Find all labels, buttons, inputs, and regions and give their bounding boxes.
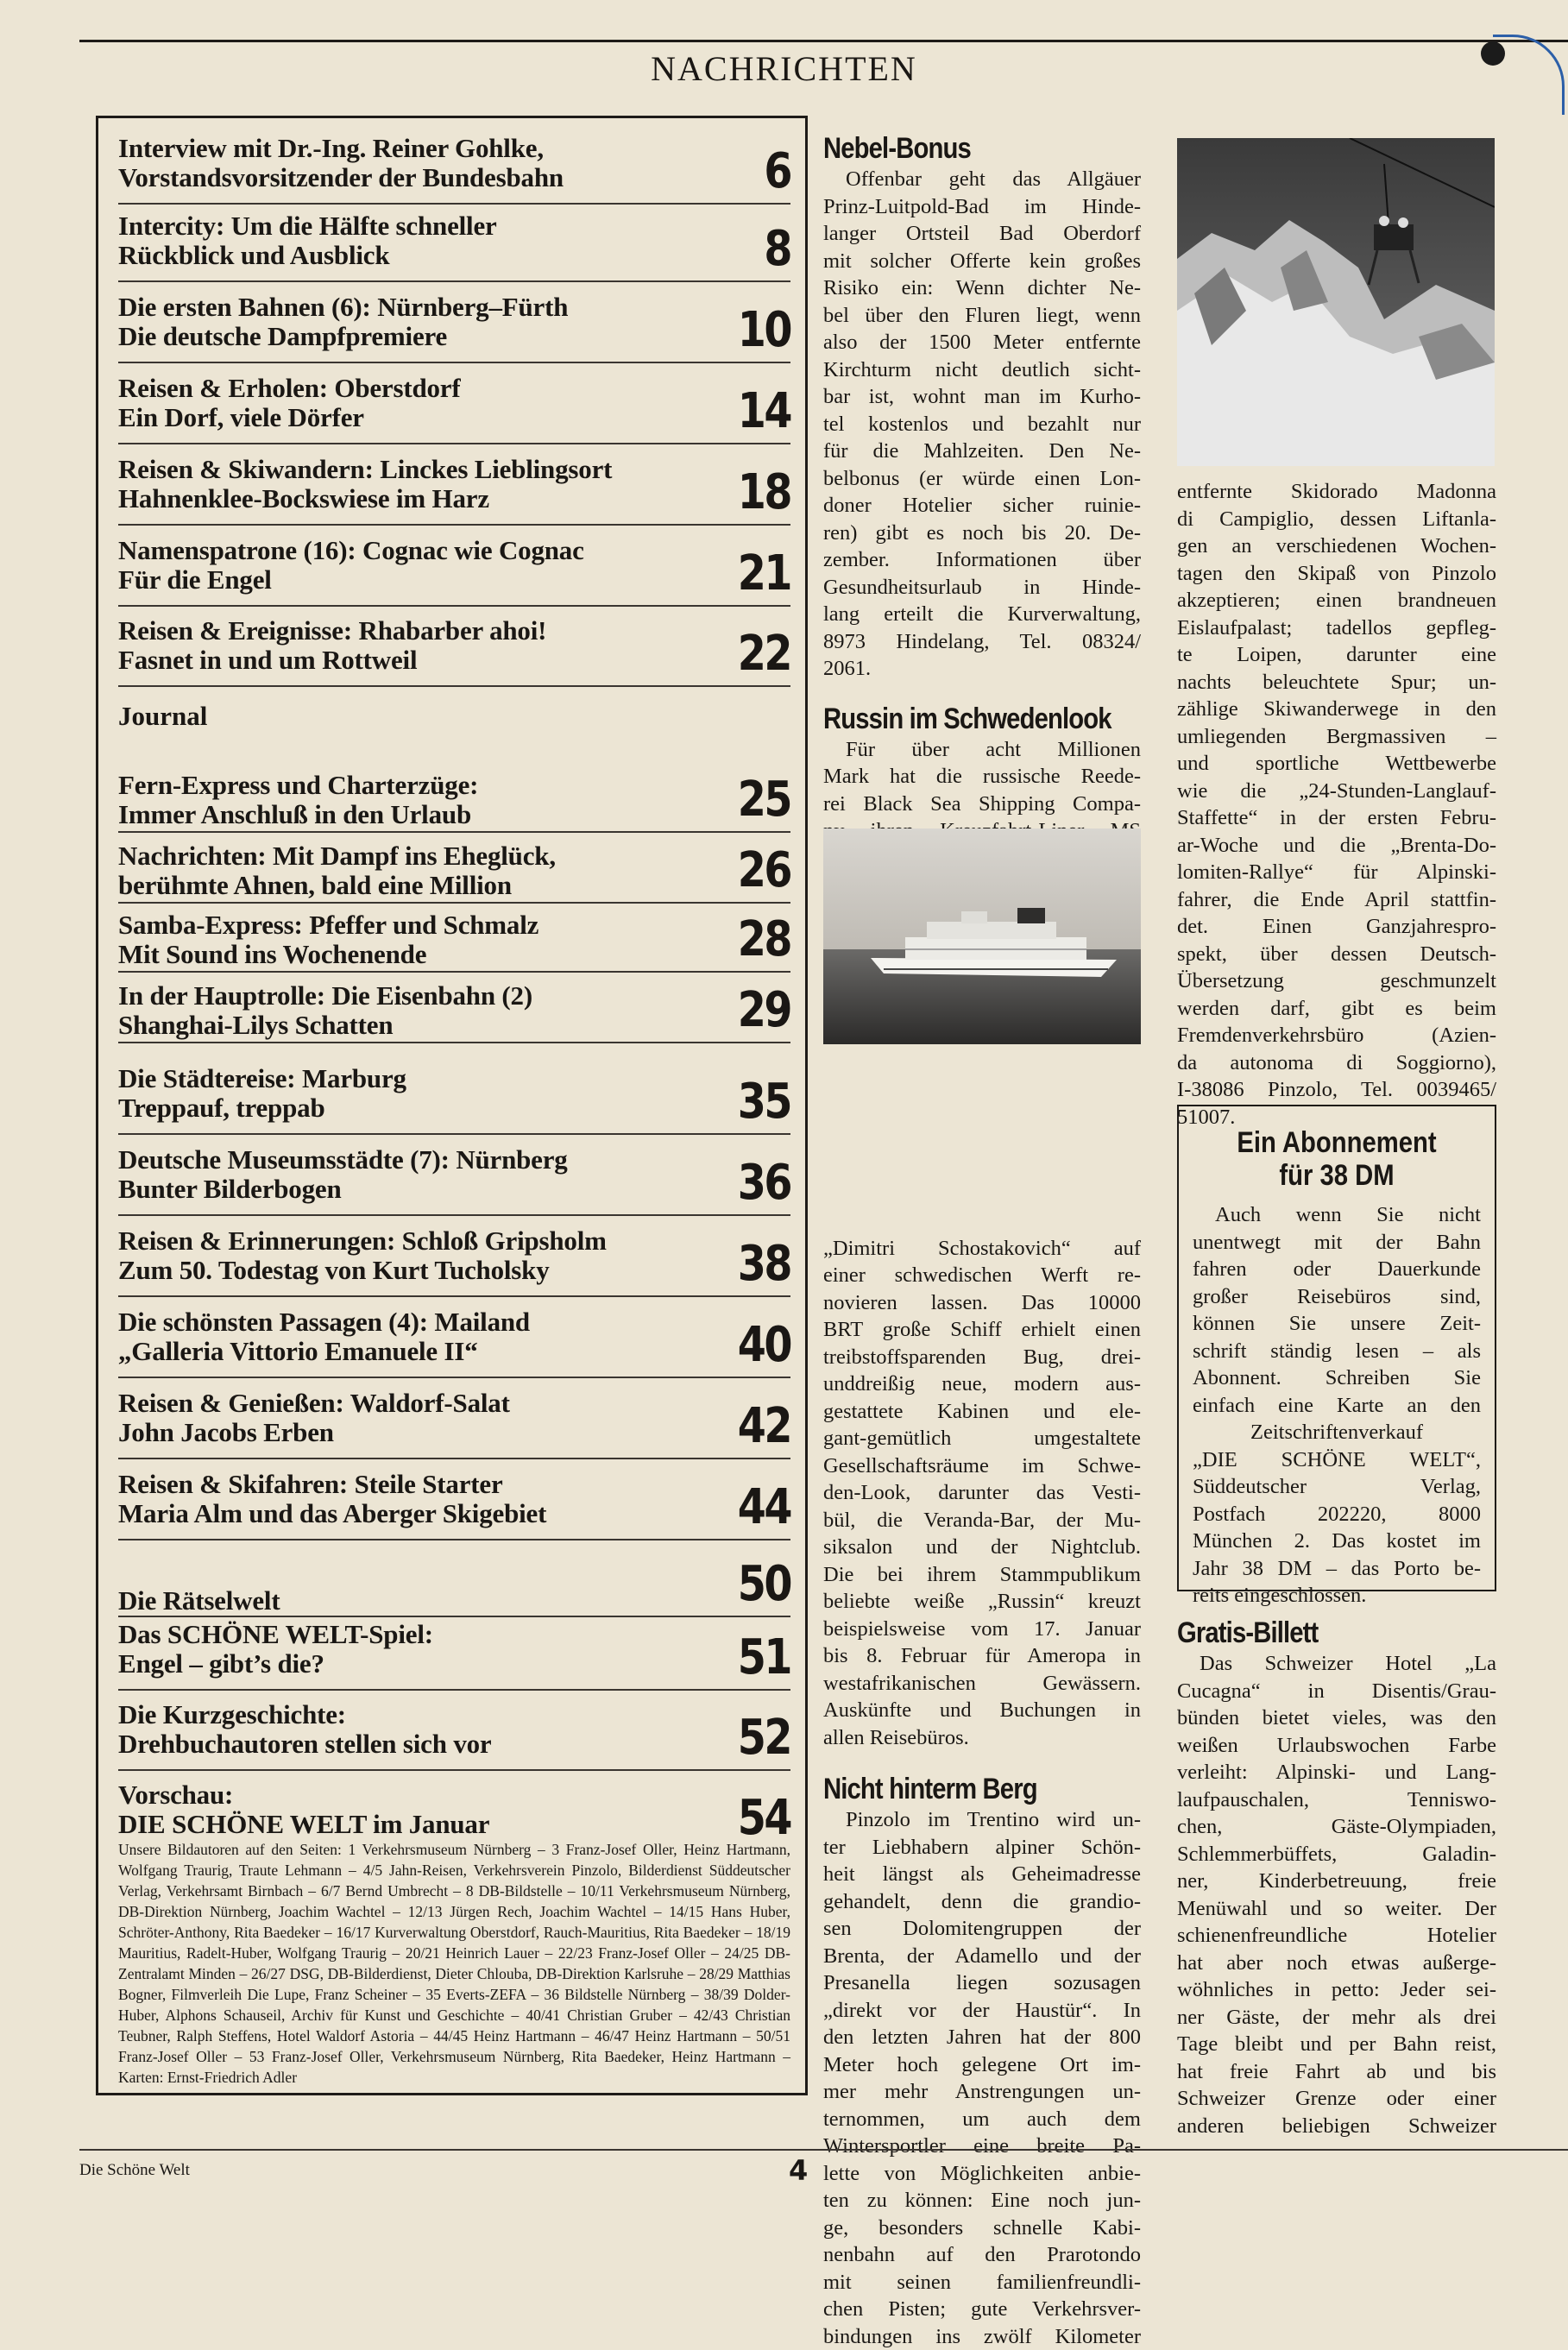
text-line: Brenta, der Adamello und der (823, 1943, 1141, 1970)
text-line: spekt, über dessen Deutsch- (1177, 941, 1496, 968)
subscription-body (1193, 1201, 1481, 1610)
toc-entry-subtitle: Hahnenklee-Bockswiese im Harz (118, 484, 489, 513)
text-line: unentwegt mit der Bahn (1193, 1229, 1481, 1257)
text-line: Meter hoch gelegene Ort im- (823, 2051, 1141, 2079)
text-line: tel kostenlos und bezahlt nur (823, 411, 1141, 438)
text-line: Gesellschaftsräume im Schwe- (823, 1452, 1141, 1480)
toc-entry (118, 910, 790, 973)
text-line: bül, die Veranda-Bar, der Mu- (823, 1507, 1141, 1534)
text-line: Cucagna“ in Disentis/Grau- (1177, 1678, 1496, 1705)
toc-entry-title: Intercity: Um die Hälfte schneller (118, 211, 497, 241)
toc-entry-subtitle: Maria Alm und das Aberger Skigebiet (118, 1499, 546, 1528)
toc-entry-title: Fern-Express und Charterzüge: (118, 771, 478, 800)
toc-entry-subtitle: Shanghai-Lilys Schatten (118, 1011, 393, 1040)
text-line: Für über acht Millionen (823, 736, 1141, 764)
text-line: treibstoffsparenden Bug, drei- (823, 1344, 1141, 1371)
text-line: Wintersportler eine breite Pa- (823, 2133, 1141, 2160)
toc-entry-subtitle: „Galleria Vittorio Emanuele II“ (118, 1337, 478, 1366)
toc-page-number: 52 (738, 1712, 790, 1764)
toc-entry (118, 1145, 790, 1216)
text-line: I-38086 Pinzolo, Tel. 0039465/ (1177, 1076, 1496, 1104)
toc-entry (118, 134, 790, 205)
berg-body (823, 1806, 1141, 2350)
text-line: einfach eine Karte an den (1193, 1392, 1481, 1420)
toc-page-number: 21 (738, 548, 790, 600)
toc-page-number: 44 (738, 1482, 790, 1534)
subscription-box (1177, 1105, 1496, 1591)
toc-entry-title: Reisen & Erinnerungen: Schloß Gripsholm (118, 1226, 607, 1256)
toc-entry-title: Reisen & Skifahren: Steile Starter (118, 1470, 503, 1499)
toc-entry-subtitle: Ein Dorf, viele Dörfer (118, 403, 364, 432)
toc-entry (118, 1470, 790, 1540)
text-line: Fremdenverkehrsbüro (Azien- (1177, 1022, 1496, 1049)
text-line: nachts beleuchtete Spur; un- (1177, 669, 1496, 696)
text-line: chen Pisten; gute Verkehrsver- (823, 2296, 1141, 2323)
text-line: Kirchturm nicht deutlich sicht- (823, 356, 1141, 384)
text-line: allen Reisebüros. (823, 1724, 1141, 1752)
text-line: beliebte weiße „Russin“ kreuzt (823, 1588, 1141, 1616)
table-of-contents (96, 116, 808, 2095)
text-line: zember. Informationen über (823, 546, 1141, 574)
text-line: Staffette“ in der ersten Febru- (1177, 804, 1496, 832)
text-line: lang erteilt die Kurverwaltung, (823, 601, 1141, 628)
text-line: ternommen, um auch dem (823, 2106, 1141, 2133)
gratis-headline: Gratis-Billett (1177, 1616, 1452, 1650)
text-line: bar ist, wohnt man im Kurho- (823, 383, 1141, 411)
toc-page-number: 18 (738, 467, 790, 519)
text-line: da autonoma di Soggiorno), (1177, 1049, 1496, 1077)
russin-headline: Russin im Schwedenlook (823, 702, 1096, 736)
toc-entry-title: Die Kurzgeschichte: (118, 1700, 346, 1729)
text-line: ge, besonders schnelle Kabi- (823, 2215, 1141, 2242)
text-line: hat freie Fahrt ab und bis (1177, 2058, 1496, 2086)
subscription-title-line1: Ein Abonnement (1212, 1125, 1460, 1160)
text-line: tagen den Skipaß von Pinzolo (1177, 560, 1496, 588)
russin-body-bottom (823, 1235, 1141, 1752)
toc-page-number: 40 (738, 1320, 790, 1371)
text-line: Gesundheitsurlaub in Hinde- (823, 574, 1141, 602)
footer-magazine-name: Die Schöne Welt (79, 2161, 190, 2180)
text-line: den letzten Jahren hat der 800 (823, 2024, 1141, 2051)
text-line: „Dimitri Schostakovich“ auf (823, 1235, 1141, 1263)
photo-credits: Unsere Bildautoren auf den Seiten: 1 Verkehrsmuseum Nürnberg – 3 Franz-Josef Oller, Heinz Hartmann, Wolfgang Traurig, Traute Lehmann – 4/5 Jahn-Reisen, Verkehrsverein Pinzolo, Bilderdienst Süddeutscher Verlag, Verkehrsamt Birnbach – 6/7 Bernd Umbrecht – 8 DB-Bildstelle – 10/11 Verkehrsmuseum Nürnberg, DB-Direktion Nürnberg, Joachim Wachtel – 12/13 Jürgen Rech, Joachim Wachtel – 14/15 Hans Huber, Schröter-Anthony, Rita Baedeker – 16/17 Kurverwaltung Oberstdorf, Rauch-Mauritius, Rita Baedeker – 18/19 Mauritius, Radelt-Huber, Wolfgang Traurig – 20/21 Heinrich Lauer – 22/23 Franz-Josef Oller – 24/25 DB-Zentralamt Minden – 26/27 DSG, DB-Bilderdienst, Dieter Chlouba, DB-Direktion Karlsruhe – 28/29 Matthias Bogner, Filmverleih Die Lupe, Franz Scheiner – 35 Everts-ZEFA – 36 Bildstelle Nürnberg – 38/39 Dolder-Huber, Alphons Schauseil, Archiv für Kunst und Geschichte – 40/41 Christian Gruber – 42/43 Christian Teubner, Ralph Steffens, Hotel Waldorf Astoria – 44/45 Heinz Hartmann – 46/47 Heinz Hartmann – 50/51 Franz-Josef Oller – 53 Franz-Josef Oller, Verkehrsmuseum Nürnberg, Rita Baedeker, Heinz Hartmann – Karten: Ernst-Friedrich Adler (118, 1839, 790, 2088)
toc-entry-subtitle: Treppauf, treppab (118, 1093, 324, 1123)
toc-entry (118, 1064, 790, 1135)
text-line: Menüwahl und so weiter. Der (1177, 1895, 1496, 1923)
toc-entry-subtitle: Zum 50. Todestag von Kurt Tucholsky (118, 1256, 550, 1285)
toc-page-number: 10 (738, 305, 790, 356)
toc-entry (118, 374, 790, 444)
toc-entry-title: In der Hauptrolle: Die Eisenbahn (2) (118, 981, 532, 1011)
toc-page-number: 25 (738, 774, 790, 826)
text-line: bindungen ins zwölf Kilometer (823, 2323, 1141, 2350)
toc-entry-subtitle: Die Rätselwelt (118, 1586, 280, 1616)
toc-entry (118, 981, 790, 1043)
toc-entry (118, 1307, 790, 1378)
toc-page-number: 36 (738, 1157, 790, 1209)
text-line: siksalon und der Nightclub. (823, 1534, 1141, 1561)
text-line: Presanella liegen sozusagen (823, 1969, 1141, 1997)
text-line: Schlemmerbüffets, Galadin- (1177, 1841, 1496, 1868)
text-line: gehandelt, denn die grandio- (823, 1888, 1141, 1916)
text-line: anderen beliebigen Schweizer (1177, 2113, 1496, 2140)
text-line: fahren oder Dauerkunde (1193, 1256, 1481, 1283)
toc-page-number: 6 (764, 146, 790, 198)
text-line: bünden bietet vieles, was den (1177, 1704, 1496, 1732)
toc-entry-title: Reisen & Genießen: Waldorf-Salat (118, 1389, 510, 1418)
text-line: gestattete Kabinen und ele- (823, 1398, 1141, 1426)
toc-page-number: 51 (738, 1632, 790, 1684)
text-line: ar-Woche und die „Brenta-Do- (1177, 832, 1496, 860)
toc-entry (118, 1389, 790, 1459)
toc-page-number: 50 (738, 1559, 790, 1610)
text-line: det. Einen Ganzjahrespro- (1177, 913, 1496, 941)
footer-page-number: 4 (789, 2154, 808, 2187)
journal-label: Journal (118, 702, 207, 731)
text-line: akzeptieren; einen brandneuen (1177, 587, 1496, 614)
toc-entry-title: Vorschau: (118, 1780, 233, 1810)
text-line: langer Ortsteil Bad Oberdorf (823, 220, 1141, 248)
toc-entry-subtitle: John Jacobs Erben (118, 1418, 334, 1447)
text-line: Das Schweizer Hotel „La (1177, 1650, 1496, 1678)
text-line: fahrer, die Ende April stattfin- (1177, 886, 1496, 914)
section-header (0, 48, 1568, 89)
toc-entry-title: Nachrichten: Mit Dampf ins Eheglück, (118, 841, 556, 871)
text-line: zählige Skiwanderwege in den (1177, 696, 1496, 723)
text-line: den-Look, darunter das Vesti- (823, 1479, 1141, 1507)
text-line: wie die „24-Stunden-Langlauf- (1177, 778, 1496, 805)
text-line: novieren lassen. Das 10000 (823, 1289, 1141, 1317)
text-line: also der 1500 Meter entfernte (823, 329, 1141, 356)
text-line: werden darf, gibt es beim (1177, 995, 1496, 1023)
toc-page-number: 54 (738, 1792, 790, 1844)
toc-entry (118, 1226, 790, 1297)
text-line: großer Reisebüros sind, (1193, 1283, 1481, 1311)
text-line: rei Black Sea Shipping Compa- (823, 791, 1141, 818)
text-line: Offenbar geht das Allgäuer (823, 166, 1141, 193)
toc-entry-subtitle: DIE SCHÖNE WELT im Januar (118, 1810, 489, 1839)
text-line: chen, Gäste-Olympiaden, (1177, 1813, 1496, 1841)
text-line: ten zu können: Eine noch jun- (823, 2187, 1141, 2215)
berg-headline: Nicht hinterm Berg (823, 1772, 1096, 1806)
text-line: Jahr 38 DM – das Porto be- (1193, 1555, 1481, 1583)
nebel-body (823, 166, 1141, 683)
toc-entry-subtitle: Mit Sound ins Wochenende (118, 940, 426, 969)
toc-entry-subtitle: Drehbuchautoren stellen sich vor (118, 1729, 492, 1759)
text-line: gen an verschiedenen Wochen- (1177, 532, 1496, 560)
text-line: mer mehr Anstrengungen un- (823, 2078, 1141, 2106)
text-line: München 2. Das kostet im (1193, 1528, 1481, 1555)
text-line: Postfach 202220, 8000 (1193, 1501, 1481, 1528)
text-line: lette von Möglichkeiten anbie- (823, 2160, 1141, 2188)
toc-page-number: 38 (738, 1238, 790, 1290)
top-rule (79, 40, 1568, 42)
toc-entry (118, 211, 790, 282)
toc-entry-title: Die ersten Bahnen (6): Nürnberg–Fürth (118, 293, 568, 322)
text-line: BRT große Schiff erhielt einen (823, 1316, 1141, 1344)
text-line: ner, Kinderbetreuung, freie (1177, 1868, 1496, 1895)
toc-page-number: 35 (738, 1076, 790, 1128)
text-line: Pinzolo im Trentino wird un- (823, 1806, 1141, 1834)
toc-entry-subtitle: Für die Engel (118, 565, 272, 595)
text-line: beispielsweise vom 17. Januar (823, 1616, 1141, 1643)
toc-entry-title: Deutsche Museumsstädte (7): Nürnberg (118, 1145, 568, 1175)
gratis-body (1177, 1650, 1496, 2139)
text-line: und sportliche Wettbewerbe (1177, 750, 1496, 778)
text-line: einer schwedischen Werft re- (823, 1262, 1141, 1289)
toc-entry-subtitle: Fasnet in und um Rottweil (118, 646, 417, 675)
toc-entry (118, 1700, 790, 1771)
text-line: unddreißig neue, modern aus- (823, 1370, 1141, 1398)
toc-entry (118, 841, 790, 904)
toc-entry-subtitle: Bunter Bilderbogen (118, 1175, 342, 1204)
text-line: bis 8. Februar für Ameropa in (823, 1642, 1141, 1670)
toc-entry-subtitle: Rückblick und Ausblick (118, 241, 389, 270)
text-line: 2061. (823, 655, 1141, 683)
text-line: mit solcher Offerte kein großes (823, 248, 1141, 275)
toc-entry-subtitle: Immer Anschluß in den Urlaub (118, 800, 471, 829)
toc-entry-title: Samba-Express: Pfeffer und Schmalz (118, 910, 538, 940)
text-line: gant-gemütlich umgestaltete (823, 1425, 1141, 1452)
toc-page-number: 29 (738, 985, 790, 1036)
toc-entry (118, 616, 790, 687)
section-title: NACHRICHTEN (651, 49, 917, 88)
toc-entry-subtitle: Engel – gibt’s die? (118, 1649, 324, 1679)
toc-entry-subtitle: berühmte Ahnen, bald eine Million (118, 871, 512, 900)
toc-page-number: 22 (738, 628, 790, 680)
toc-entry-title: Interview mit Dr.-Ing. Reiner Gohlke, (118, 134, 544, 163)
text-line: Auskünfte und Buchungen in (823, 1697, 1141, 1724)
toc-entry (118, 771, 790, 833)
text-line: Übersetzung geschmunzelt (1177, 967, 1496, 995)
nebel-headline: Nebel-Bonus (823, 131, 1096, 166)
toc-entry-title: Das SCHÖNE WELT-Spiel: (118, 1620, 433, 1649)
text-line: Eislaufpalast; tadellos gepfleg- (1177, 614, 1496, 642)
gratis-article (1177, 1616, 1496, 2139)
text-line: entfernte Skidorado Madonna (1177, 478, 1496, 506)
toc-entry (118, 1620, 790, 1691)
toc-entry-title: Die schönsten Passagen (4): Mailand (118, 1307, 530, 1337)
text-line: hat aber noch etwas außerge- (1177, 1950, 1496, 1977)
toc-entry-title: Reisen & Erholen: Oberstdorf (118, 374, 461, 403)
subscription-title-line2: für 38 DM (1212, 1158, 1460, 1193)
text-line: verleiht: Alpinski- und Lang- (1177, 1759, 1496, 1786)
text-line: di Campiglio, dessen Liftanla- (1177, 506, 1496, 533)
text-line: mit seinen familienfreundli- (823, 2269, 1141, 2296)
text-line: Abonnent. Schreiben Sie (1193, 1364, 1481, 1392)
text-line: nenbahn auf den Prarotondo (823, 2241, 1141, 2269)
text-line: Die bei ihrem Stammpublikum (823, 1561, 1141, 1589)
text-line: schrift ständig lesen – als (1193, 1338, 1481, 1365)
text-line: Mark hat die russische Reede- (823, 763, 1141, 791)
footer-rule (79, 2149, 1568, 2151)
text-line: laufpauschalen, Tenniswo- (1177, 1786, 1496, 1814)
toc-entry-title: Die Städtereise: Marburg (118, 1064, 406, 1093)
toc-page-number: 28 (738, 914, 790, 966)
text-line: belbonus (er würde einen Lon- (823, 465, 1141, 493)
berg-body-continued (1177, 478, 1496, 1131)
text-line: Schweizer Grenze oder einer (1177, 2085, 1496, 2113)
text-line: Auch wenn Sie nicht (1193, 1201, 1481, 1229)
text-line: 51007. (1177, 1104, 1496, 1131)
toc-entry-subtitle: Vorstandsvorsitzender der Bundesbahn (118, 163, 564, 192)
text-line: für die Mahlzeiten. Den Ne- (823, 438, 1141, 465)
toc-entry (118, 455, 790, 526)
toc-entry (118, 1555, 790, 1617)
text-line: ter Liebhabern alpiner Schön- (823, 1834, 1141, 1862)
text-line: „DIE SCHÖNE WELT“, (1193, 1446, 1481, 1474)
toc-entry-title: Reisen & Skiwandern: Linckes Lieblingsort (118, 455, 612, 484)
text-line: ner Gäste, der mehr als drei (1177, 2004, 1496, 2032)
toc-entry-title: Reisen & Ereignisse: Rhabarber ahoi! (118, 616, 546, 646)
ship-photo (823, 828, 1141, 1044)
text-line: weißen Urlaubswochen Farbe (1177, 1732, 1496, 1760)
column-right (1177, 478, 1496, 1131)
column-middle (823, 131, 1141, 2350)
text-line: lomiten-Rallye“ für Alpinski- (1177, 859, 1496, 886)
text-line: können Sie unsere Zeit- (1193, 1310, 1481, 1338)
toc-page-number: 14 (738, 386, 790, 438)
toc-page-number: 42 (738, 1401, 790, 1452)
text-line: reits eingeschlossen. (1193, 1582, 1481, 1610)
text-line: wöhnliches in petto: Jeder sei- (1177, 1976, 1496, 2004)
text-line: sen Dolomitengruppen der (823, 1915, 1141, 1943)
text-line: Prinz-Luitpold-Bad im Hinde- (823, 193, 1141, 221)
toc-entry-title: Namenspatrone (16): Cognac wie Cognac (118, 536, 584, 565)
text-line: Zeitschriftenverkauf (1193, 1419, 1481, 1446)
toc-entry-subtitle: Die deutsche Dampfpremiere (118, 322, 447, 351)
text-line: 8973 Hindelang, Tel. 08324/ (823, 628, 1141, 656)
text-line: „direkt vor der Haustür“. In (823, 1997, 1141, 2025)
text-line: bel über den Fluren liegt, wenn (823, 302, 1141, 330)
text-line: ren) gibt es noch bis 20. De- (823, 520, 1141, 547)
text-line: doner Hotelier sicher ruinie- (823, 492, 1141, 520)
text-line: te Loipen, darunter eine (1177, 641, 1496, 669)
text-line: Süddeutscher Verlag, (1193, 1473, 1481, 1501)
text-line: umliegenden Bergmassiven – (1177, 723, 1496, 751)
toc-entry (118, 536, 790, 607)
text-line: schienenfreundliche Hotelier (1177, 1922, 1496, 1950)
text-line: westafrikanischen Gewässern. (823, 1670, 1141, 1698)
text-line: Tage bleibt und per Bahn reist, (1177, 2031, 1496, 2058)
text-line: heit längst als Geheimadresse (823, 1861, 1141, 1888)
toc-page-number: 8 (764, 224, 790, 275)
toc-entry (118, 293, 790, 363)
text-line: Risiko ein: Wenn dichter Ne- (823, 274, 1141, 302)
toc-page-number: 26 (738, 845, 790, 897)
dolomites-ski-lift-photo (1177, 138, 1495, 466)
